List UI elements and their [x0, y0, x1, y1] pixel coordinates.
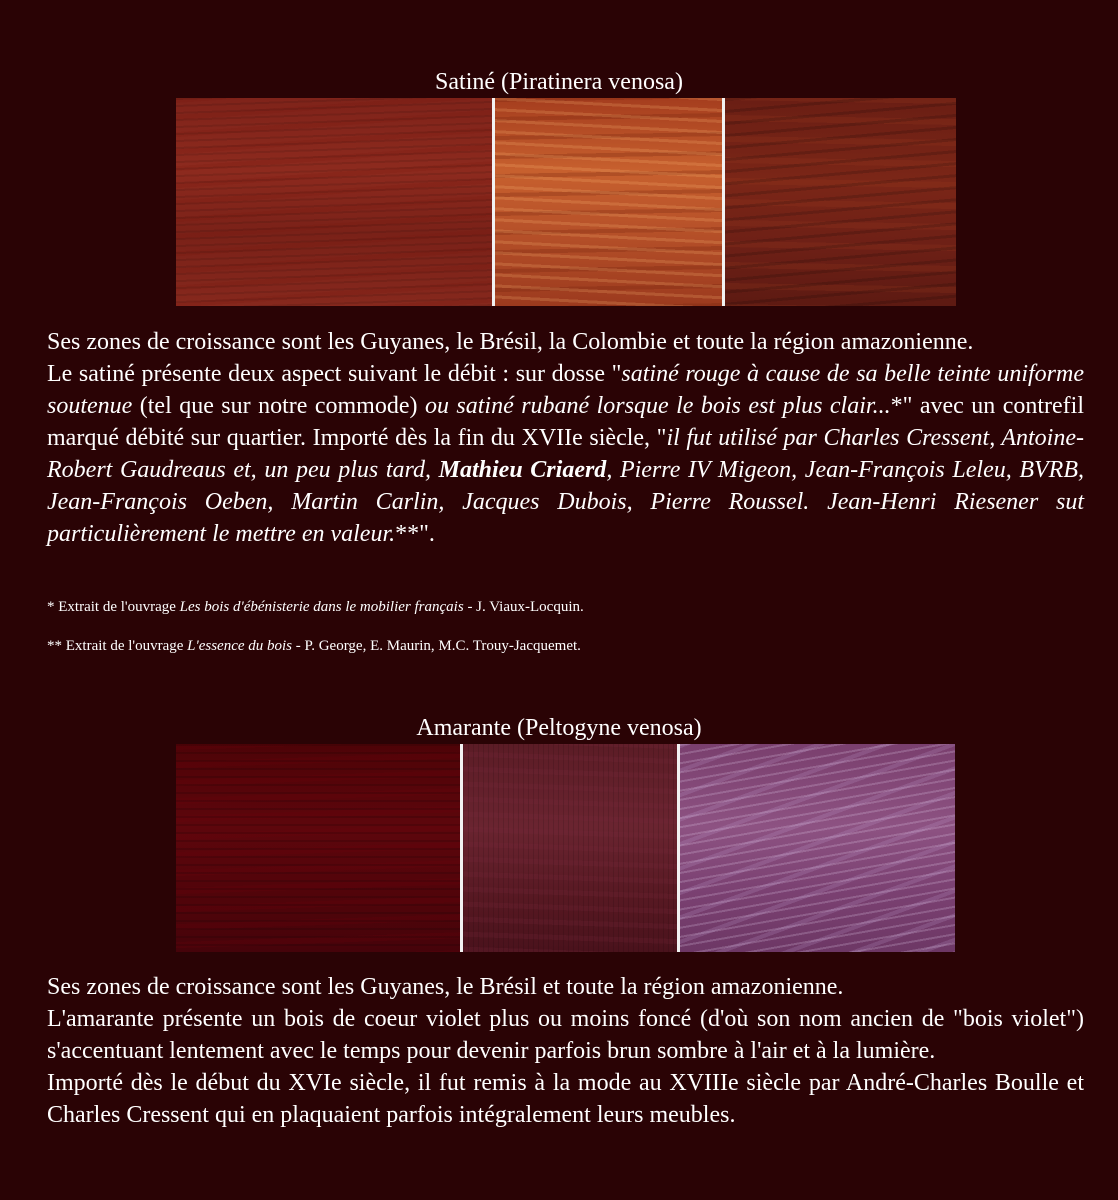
satine-description — [47, 326, 1084, 550]
amarante-swatch-row — [176, 744, 955, 952]
footnote-1: * Extrait de l'ouvrage Les bois d'ébénisterie dans le mobilier français - J. Viaux-Locquin. — [47, 599, 584, 615]
satine-para-growth: Ses zones de croissance sont les Guyanes, le Brésil, la Colombie et toute la région amazonienne. — [47, 329, 974, 355]
satine-swatch-rubane — [495, 98, 722, 306]
satine-swatch-row — [176, 98, 956, 306]
amarante-para-history: Importé dès le début du XVIe siècle, il fut remis à la mode au XVIIIe siècle par André-Charles Boulle et Charles Cressent qui en plaquaient parfois intégralement leurs meubles. — [47, 1070, 1084, 1128]
satine-para-aspect: Le satiné présente deux aspect suivant le débit : sur dosse "satiné rouge à cause de sa belle teinte uniforme soutenue (tel que sur notre commode) ou satiné rubané lorsque le bois est plus clair...*" avec un contrefil marqué débité sur quartier. Importé dès la fin du XVIIe siècle, "il fut utilisé par Charles Cressent, Antoine-Robert Gaudreaus et, un peu plus tard, Mathieu Criaerd, Pierre IV Migeon, Jean-François Leleu, BVRB, Jean-François Oeben, Martin Carlin, Jacques Dubois, Pierre Roussel. Jean-Henri Riesener sut particulièrement le mettre en valeur.**". — [47, 361, 1084, 547]
amarante-swatch-violet — [680, 744, 955, 952]
satine-swatch-rouge — [176, 98, 492, 306]
satine-swatch-fonce — [725, 98, 956, 306]
amarante-title: Amarante (Peltogyne venosa) — [416, 715, 702, 741]
amarante-swatch-fonce — [176, 744, 460, 952]
amarante-para-color: L'amarante présente un bois de coeur violet plus ou moins foncé (d'où son nom ancien de "bois violet") s'accentuant lentement avec le temps pour devenir parfois brun sombre à l'air et à la lumière. — [47, 1006, 1084, 1064]
footnote-2: ** Extrait de l'ouvrage L'essence du bois - P. George, E. Maurin, M.C. Trouy-Jacquemet. — [47, 638, 581, 654]
amarante-description — [47, 971, 1084, 1131]
satine-title: Satiné (Piratinera venosa) — [435, 69, 683, 95]
amarante-para-growth: Ses zones de croissance sont les Guyanes, le Brésil et toute la région amazonienne. — [47, 974, 844, 1000]
amarante-swatch-brun — [463, 744, 677, 952]
